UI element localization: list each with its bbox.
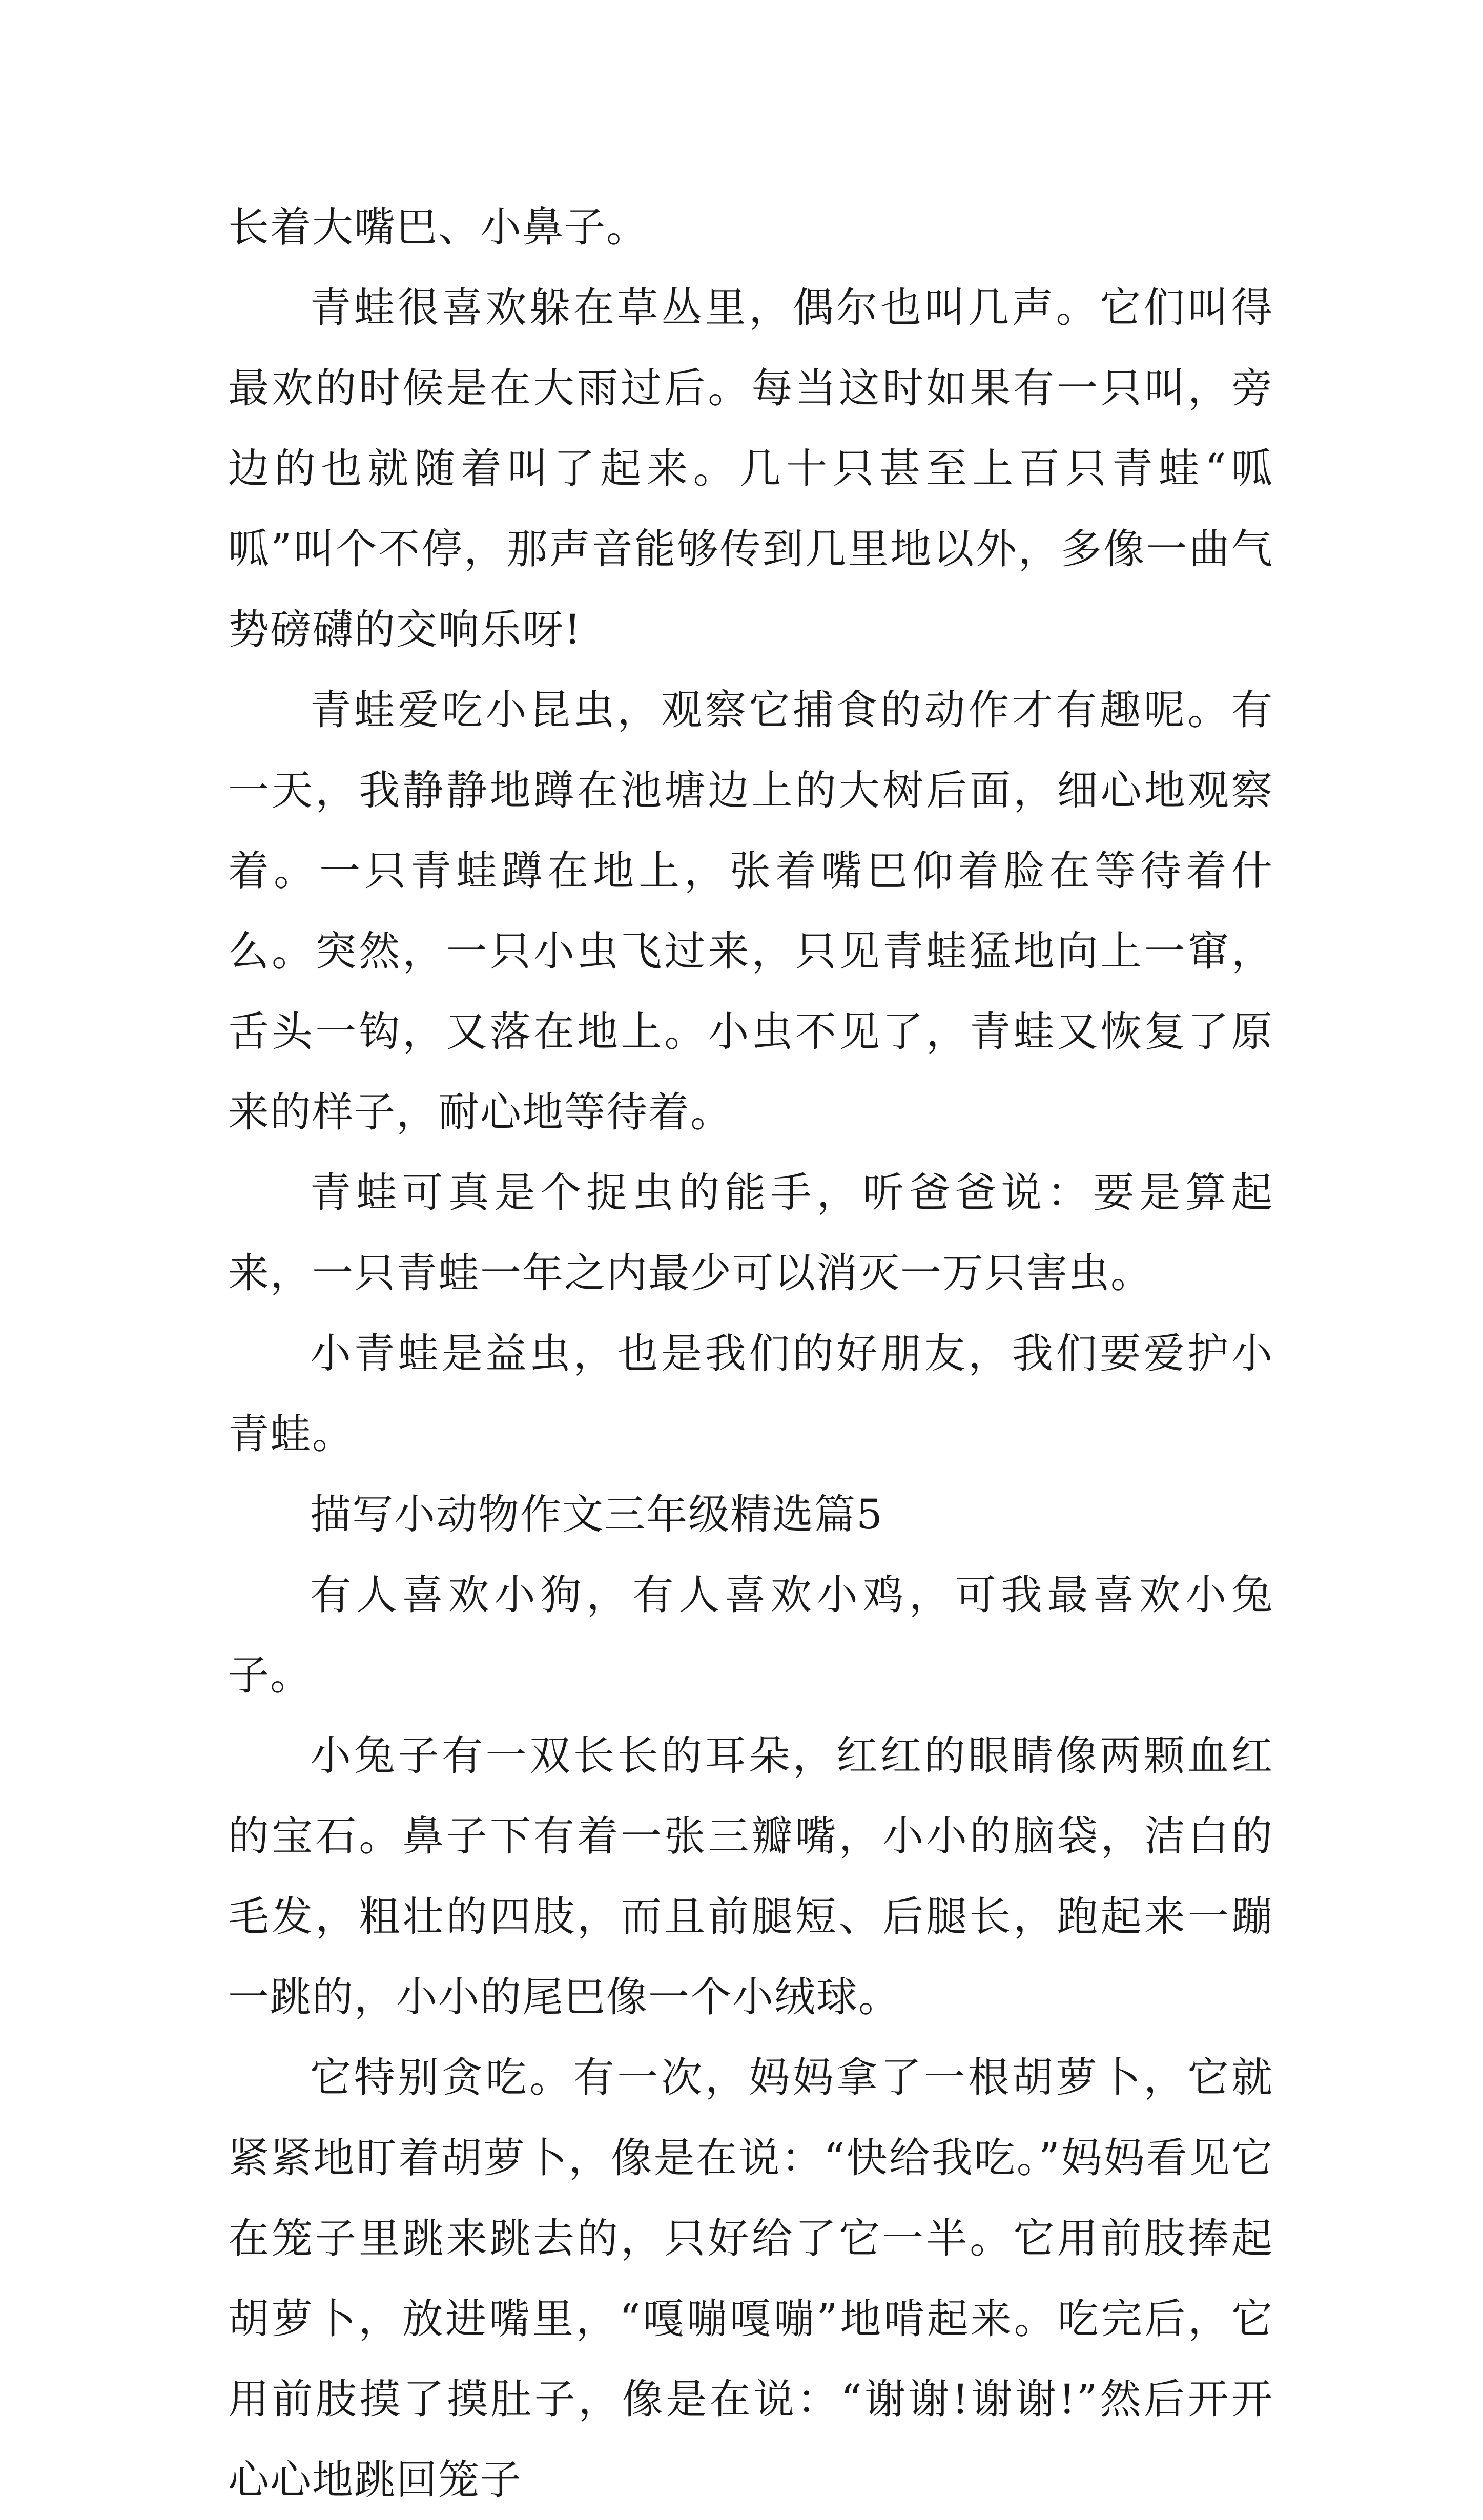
paragraph: 小青蛙是益虫，也是我们的好朋友，我们要爱护小青蛙。 [228, 1330, 1273, 1458]
paragraph: 小兔子有一双长长的耳朵，红红的眼睛像两颗血红的宝石。鼻子下有着一张三瓣嘴，小小的脑袋，洁白的毛发，粗壮的四肢，而且前腿短、后腿长，跑起来一蹦一跳的，小小的尾巴像一个小绒球。 [228, 1732, 1273, 2021]
paragraph: 青蛙很喜欢躲在草丛里，偶尔也叫几声。它们叫得最欢的时候是在大雨过后。每当这时如果有一只叫，旁边的也就随着叫了起来。几十只甚至上百只青蛙“呱呱”叫个不停，那声音能够传到几里地以外，多像一曲气势磅礴的交响乐呀! [228, 284, 1273, 653]
section-heading: 描写小动物作文三年级精选篇5 [310, 1491, 883, 1538]
document-body [228, 187, 1273, 2520]
paragraph: 长着大嘴巴、小鼻子。 [228, 203, 648, 251]
paragraph: 有人喜欢小狗，有人喜欢小鸡，可我最喜欢小兔子。 [228, 1571, 1273, 1699]
paragraph: 它特别贪吃。有一次，妈妈拿了一根胡萝卜，它就紧紧地盯着胡萝卜，像是在说：“快给我吃。”妈妈看见它在笼子里跳来跳去的，只好给了它一半。它用前肢捧起胡萝卜，放进嘴里，“嘎嘣嘎嘣”地啃起来。吃完后，它用前肢摸了摸肚子，像是在说：“谢谢!谢谢!”然后开开心心地跳回笼子 [228, 2054, 1273, 2504]
paragraph: 青蛙可真是个捉虫的能手，听爸爸说：要是算起来，一只青蛙一年之内最少可以消灭一万只害虫。 [228, 1169, 1273, 1297]
paragraph: 青蛙爱吃小昆虫，观察它捕食的动作才有趣呢。有一天，我静静地蹲在池塘边上的大树后面，细心地观察着。一只青蛙蹲在地上，张着嘴巴仰着脸在等待着什么。突然，一只小虫飞过来，只见青蛙猛地向上一窜，舌头一钩，又落在地上。小虫不见了，青蛙又恢复了原来的样子，耐心地等待着。 [228, 686, 1273, 1136]
